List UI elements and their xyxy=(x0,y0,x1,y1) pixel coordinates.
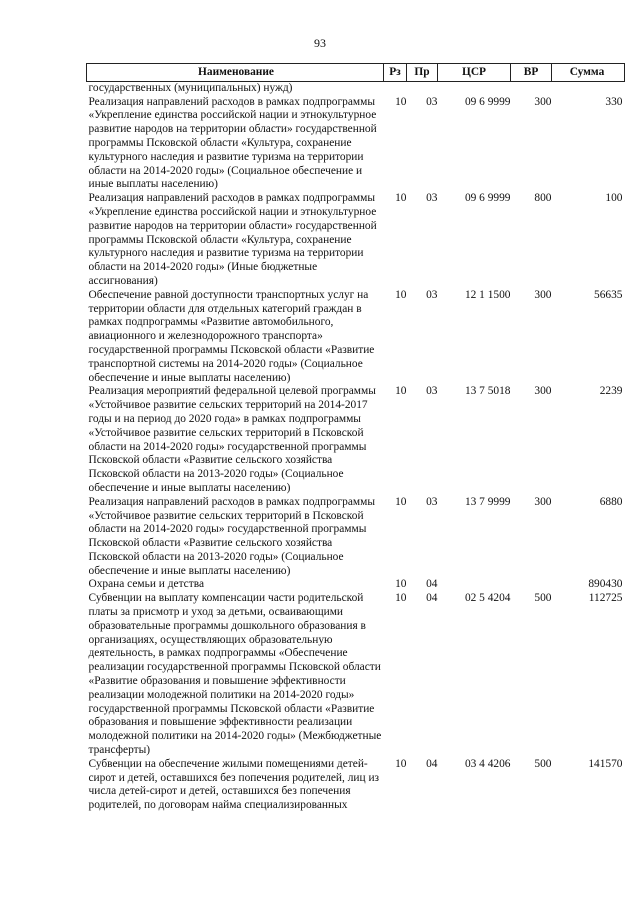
row-vr xyxy=(511,578,552,592)
row-sum: 56635 xyxy=(594,288,623,301)
header-sum: Сумма xyxy=(552,64,625,82)
table-row xyxy=(87,81,625,95)
table-row xyxy=(87,758,625,813)
row-name: Реализация направлений расходов в рамках подпрограммы «Укрепление единства российской нации и этнокультурное развитие народов на территории области» государственной программы Псковской области «Культура, сохранение культурного наследия и развитие туризма на территории области на 2014-2020 годы» (Иные бюджетные ассигнования) xyxy=(88,192,377,287)
row-vr: 300 xyxy=(534,288,552,301)
row-sum: 100 xyxy=(605,192,623,205)
row-csr xyxy=(438,81,511,95)
row-pr: 04 xyxy=(426,592,438,605)
row-sum xyxy=(552,81,625,95)
row-name: государственных (муниципальных) нужд) xyxy=(88,81,293,94)
table-row xyxy=(87,96,625,193)
row-csr: 12 1 1500 xyxy=(464,288,511,301)
row-csr: 13 7 9999 xyxy=(464,495,511,508)
row-pr: 03 xyxy=(426,288,438,301)
row-pr: 03 xyxy=(426,495,438,508)
row-vr: 500 xyxy=(534,757,552,770)
row-sum: 6880 xyxy=(599,495,623,508)
header-pr: Пр xyxy=(407,64,438,82)
table-row xyxy=(87,192,625,289)
row-vr: 300 xyxy=(534,385,552,398)
row-csr xyxy=(438,578,511,592)
table-header-row xyxy=(87,64,625,82)
row-csr: 13 7 5018 xyxy=(464,385,511,398)
row-rz: 10 xyxy=(395,757,407,770)
row-name: Субвенции на выплату компенсации части родительской платы за присмотр и уход за детьми, осваивающими образовательные программы дошкольного образования в организациях, осуществляющих образовательную деятельность, в рамках подпрограммы «Обеспечение реализации государственной программы Псковской области «Развитие образования и повышение эффективности реализации молодежной политики на 2014-2020 годы» государственной программы Псковской области «Развитие образования и повышение эффективности реализации молодежной политики на 2014-2020 годы» (Межбюджетные трансферты) xyxy=(88,592,382,757)
row-rz: 10 xyxy=(395,95,407,108)
row-rz: 10 xyxy=(395,192,407,205)
row-csr: 03 4 4206 xyxy=(464,757,511,770)
row-vr: 500 xyxy=(534,592,552,605)
row-name: Реализация направлений расходов в рамках подпрограммы «Устойчивое развитие сельских территорий в Псковской области на 2014-2020 годы» государственной программы Псковской области «Развитие сельского хозяйства Псковской области на 2013-2020 годы» (Социальное обеспечение и иные выплаты населению) xyxy=(88,495,375,577)
header-csr: ЦСР xyxy=(438,64,511,82)
row-rz: 10 xyxy=(395,578,407,591)
row-pr: 04 xyxy=(426,578,438,591)
row-name: Субвенции на обеспечение жилыми помещениями детей-сирот и детей, оставшихся без попечения родителей, лиц из числа детей-сирот и детей, оставшихся без попечения родителей, по договорам найма специализированных xyxy=(88,757,380,812)
row-pr xyxy=(407,81,438,95)
row-rz xyxy=(384,81,407,95)
table-row xyxy=(87,289,625,386)
budget-table xyxy=(86,63,625,813)
row-csr: 09 6 9999 xyxy=(464,95,511,108)
row-csr: 09 6 9999 xyxy=(464,192,511,205)
row-name: Реализация мероприятий федеральной целевой программы «Устойчивое развитие сельских территорий на 2014-2017 годы и на период до 2020 года» в рамках подпрограммы «Устойчивое развитие сельских территорий в Псковской области на 2014-2020 годы» государственной программы Псковской области «Развитие сельского хозяйства Псковской области на 2013-2020 годы» (Социальное обеспечение и иные выплаты населению) xyxy=(88,385,376,494)
row-pr: 04 xyxy=(426,757,438,770)
row-vr xyxy=(511,81,552,95)
row-pr: 03 xyxy=(426,95,438,108)
row-rz: 10 xyxy=(395,288,407,301)
row-name: Охрана семьи и детства xyxy=(88,578,204,591)
row-sum: 890430 xyxy=(588,578,623,591)
table-row xyxy=(87,385,625,495)
row-pr: 03 xyxy=(426,385,438,398)
row-name: Реализация направлений расходов в рамках подпрограммы «Укрепление единства российской нации и этнокультурное развитие народов на территории области» государственной программы Псковской области «Культура, сохранение культурного наследия и развитие туризма на территории области на 2014-2020 годы» (Социальное обеспечение и иные выплаты населению) xyxy=(88,95,377,191)
row-vr: 300 xyxy=(534,495,552,508)
row-sum: 2239 xyxy=(599,385,623,398)
row-csr: 02 5 4204 xyxy=(464,592,511,605)
table-row xyxy=(87,592,625,758)
header-name: Наименование xyxy=(87,64,384,82)
row-rz: 10 xyxy=(395,592,407,605)
row-rz: 10 xyxy=(395,385,407,398)
row-pr: 03 xyxy=(426,192,438,205)
row-vr: 800 xyxy=(534,192,552,205)
header-rz: Рз xyxy=(384,64,407,82)
row-name: Обеспечение равной доступности транспортных услуг на территории области для отдельных категорий граждан в рамках подпрограммы «Развитие автомобильного, авиационного и железнодорожного транспорта» государственной программы Псковской области «Развитие транспортной системы на 2014-2020 годы» (Социальное обеспечение и иные выплаты населению) xyxy=(88,288,375,384)
table-row xyxy=(87,496,625,579)
table-row xyxy=(87,578,625,592)
row-sum: 141570 xyxy=(588,757,623,770)
page-number: 93 xyxy=(314,36,326,50)
header-vr: ВР xyxy=(511,64,552,82)
row-sum: 330 xyxy=(605,95,623,108)
row-sum: 112725 xyxy=(588,592,623,605)
row-vr: 300 xyxy=(534,95,552,108)
row-rz: 10 xyxy=(395,495,407,508)
